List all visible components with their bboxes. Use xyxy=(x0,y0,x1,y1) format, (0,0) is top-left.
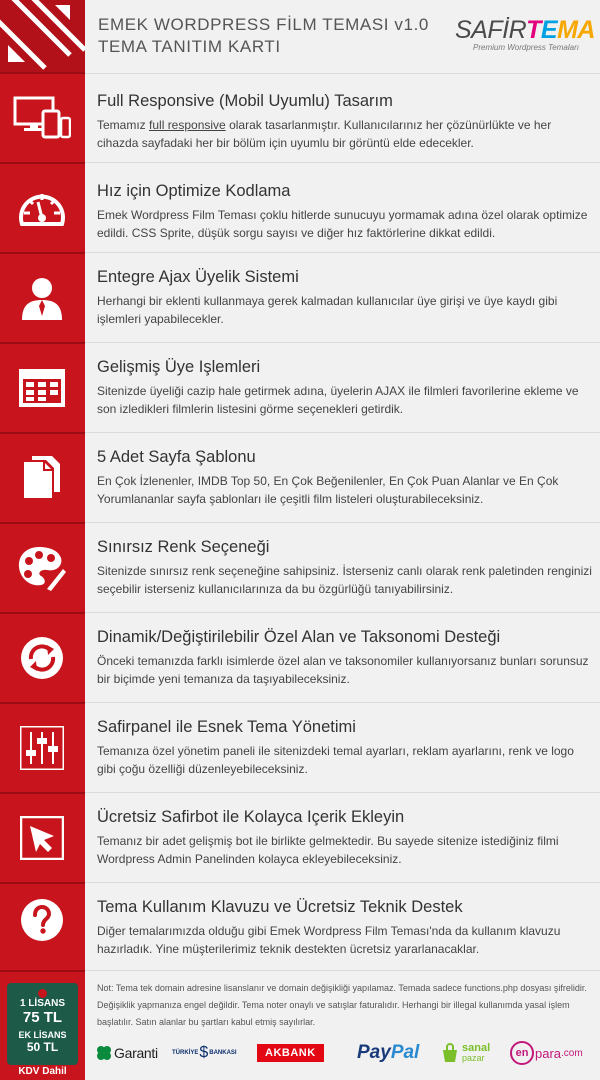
paypal-logo xyxy=(357,1040,419,1066)
vat-note: KDV Dahil xyxy=(18,1066,67,1077)
feature-title: 5 Adet Sayfa Şablonu xyxy=(97,448,256,466)
feature-ajax-membership xyxy=(85,267,600,328)
full-responsive-link[interactable]: full responsive xyxy=(149,118,226,132)
divider xyxy=(0,702,600,703)
brand-part-1: SAFİR xyxy=(455,16,527,44)
divider xyxy=(0,162,85,164)
enpara-text-2: para xyxy=(535,1045,562,1061)
feature-desc: Temanıza özel yönetim paneli ile sitenizdeki temal ayarları, reklam ayarlarını, renk ve logo gibi çoğu özelliği düzenleyebileceksiniz. xyxy=(97,744,574,776)
price-tag xyxy=(7,983,78,1065)
feature-desc: Herhangi bir eklenti kullanmaya gerek kalmadan kullanıcılar üye girişi ve üye kaydı gibi işlemleri yapabilecekler. xyxy=(97,294,558,326)
divider xyxy=(0,432,600,433)
extra-license-price: 50 TL xyxy=(26,1040,59,1054)
divider xyxy=(0,252,85,254)
divider xyxy=(0,970,600,971)
paypal-text-1: Pay xyxy=(357,1042,391,1063)
enpara-text-1: en xyxy=(510,1041,534,1065)
clover-icon xyxy=(96,1045,112,1061)
license-label: 1 LİSANS xyxy=(19,998,65,1009)
enpara-text-3: .com xyxy=(561,1047,583,1059)
akbank-text: AKBANK xyxy=(257,1044,324,1062)
feature-title: Sınırsız Renk Seçeneği xyxy=(97,538,270,556)
sanalpazar-text-2: pazar xyxy=(462,1053,485,1063)
divider xyxy=(0,162,600,163)
divider xyxy=(0,792,600,793)
garanti-text: Garanti xyxy=(114,1045,158,1061)
isbank-text-1: TÜRKİYE xyxy=(172,1050,199,1056)
extra-license-label: EK LİSANS xyxy=(18,1030,67,1040)
speedometer-icon xyxy=(12,178,72,238)
divider xyxy=(0,342,600,343)
divider xyxy=(0,73,600,74)
isbank-key-icon: $ xyxy=(199,1044,209,1061)
divider xyxy=(0,612,85,614)
palette-icon xyxy=(12,538,72,598)
feature-safirpanel xyxy=(85,717,600,778)
page-title xyxy=(98,14,429,58)
feature-speed xyxy=(85,181,600,242)
divider xyxy=(0,522,85,524)
user-icon xyxy=(12,268,72,328)
feature-desc-post: olarak tasarlanmıştır. Kullanıcılarınız her çözünürlükte ve her cihazda sayfadaki her bir bölüm için uyumlu bir görüntü elde edecekler. xyxy=(97,118,552,150)
sanalpazar-logo xyxy=(440,1040,490,1066)
divider xyxy=(0,612,600,613)
feature-desc: Sitenizde üyeliği cazip hale getirmek adına, üyelerin AJAX ile filmleri favorilerine ekleme ve son izledikleri filmlerin listesini görme seçenekleri getirdik. xyxy=(97,384,579,416)
feature-title: Entegre Ajax Üyelik Sistemi xyxy=(97,268,299,286)
title-line-1: EMEK WORDPRESS FİLM TEMASI v1.0 xyxy=(98,15,429,34)
feature-title: Hız için Optimize Kodlama xyxy=(97,182,291,200)
feature-desc: En Çok İzlenenler, IMDB Top 50, En Çok Beğenilenler, En Çok Puan Alanlar ve En Çok Yorumlananlar sayfa şablonları ile çeşitli film listeleri oluşturabileceksiniz. xyxy=(97,474,559,506)
feature-title: Safirpanel ile Esnek Tema Yönetimi xyxy=(97,718,356,736)
garanti-logo xyxy=(96,1040,158,1066)
question-icon xyxy=(12,890,72,950)
divider xyxy=(0,72,85,74)
documents-icon xyxy=(12,448,72,508)
feature-desc: Önceki temanızda farklı isimlerde özel alan ve taksonomiler kullanıyorsanız bunları sorunsuz bir biçimde yeni temanıza da taşıyabileceksiniz. xyxy=(97,654,589,686)
feature-safirbot xyxy=(85,807,600,868)
feature-desc: Diğer temalarımızda olduğu gibi Emek Wordpress Film Teması'nda da kullanım klavuzu hazırladık. Yine müşterilerimiz teknik destekten ücretsiz yararlanacaklar. xyxy=(97,924,561,956)
tag-hole xyxy=(38,989,47,998)
bag-icon xyxy=(440,1043,460,1063)
license-price: 75 TL xyxy=(22,1009,63,1026)
divider xyxy=(0,882,600,883)
devices-icon xyxy=(12,88,72,148)
divider xyxy=(0,252,600,253)
feature-desc: Emek Wordpress Film Teması çoklu hitlerde sunucuyu yormamak adına özel olarak optimize edildi. CSS Sprite, düşük sorgu sayısı ve diğer hız faktörlerine dikkat edildi. xyxy=(97,208,588,240)
feature-desc: Temanız bir adet gelişmiş bot ile birlikte gelmektedir. Bu sayede sitenize istediğiniz filmi Wordpress Admin Panelinden kolayca ekleyebileceksiniz. xyxy=(97,834,559,866)
isbank-text-2: BANKASI xyxy=(209,1050,237,1056)
feature-title: Ücretsiz Safirbot ile Kolayca Içerik Ekleyin xyxy=(97,808,405,826)
feature-custom-fields xyxy=(85,627,600,688)
divider xyxy=(0,792,85,794)
feature-title: Dinamik/Değiştirilebilir Özel Alan ve Taksonomi Desteği xyxy=(97,628,501,646)
divider xyxy=(0,522,600,523)
divider xyxy=(0,970,85,972)
cursor-icon xyxy=(12,808,72,868)
license-note: Not: Tema tek domain adresine lisanslanır ve domain değişikliği yapılamaz. Temada sadece functions.php dosyası şifrelidir. Değişiklik yapmanıza engel değildir. Tema noter onaylı ve satışlar faturalıdır. Herhangi bir illegal kullanımda yasal işlem başlatılır. Satın alanlar bu şartları kabul etmiş sayılırlar. xyxy=(97,983,587,1027)
brand-subtitle: Premium Wordpress Temaları xyxy=(473,43,579,52)
feature-desc-pre: Temamız xyxy=(97,118,150,132)
enpara-logo xyxy=(510,1040,583,1066)
divider xyxy=(0,882,85,884)
calendar-grid-icon xyxy=(12,358,72,418)
sliders-icon xyxy=(12,718,72,778)
refresh-icon xyxy=(12,628,72,688)
feature-desc: Sitenizde sınırsız renk seçeneğine sahipsiniz. İsterseniz canlı olarak renk paletinden renginizi seçebilir isterseniz kullanıcılarınıza da bu özgürlüğü tanıyabilirsiniz. xyxy=(97,564,592,596)
feature-title: Gelişmiş Üye Işlemleri xyxy=(97,358,261,376)
feature-title: Full Responsive (Mobil Uyumlu) Tasarım xyxy=(97,92,393,110)
brand-part-3: E xyxy=(540,16,558,44)
feature-responsive xyxy=(85,91,600,152)
paypal-text-2: Pal xyxy=(390,1042,420,1063)
isbank-logo xyxy=(172,1040,237,1066)
divider xyxy=(0,702,85,704)
sanalpazar-text-1: sanal xyxy=(462,1042,491,1054)
akbank-logo xyxy=(257,1040,324,1066)
brand-part-4: MA xyxy=(557,16,595,44)
divider xyxy=(0,342,85,344)
feature-member-actions xyxy=(85,357,600,418)
feature-page-templates xyxy=(85,447,600,508)
feature-desc xyxy=(97,116,595,152)
divider xyxy=(0,432,85,434)
feature-title: Tema Kullanım Klavuzu ve Ücretsiz Teknik Destek xyxy=(97,898,463,916)
brand-part-2: T xyxy=(526,16,541,44)
wordpress-logo xyxy=(0,0,85,72)
safirtema-brand xyxy=(455,18,595,52)
feature-colors xyxy=(85,537,600,598)
feature-support xyxy=(85,897,600,958)
title-line-2: TEMA TANITIM KARTI xyxy=(98,37,281,56)
